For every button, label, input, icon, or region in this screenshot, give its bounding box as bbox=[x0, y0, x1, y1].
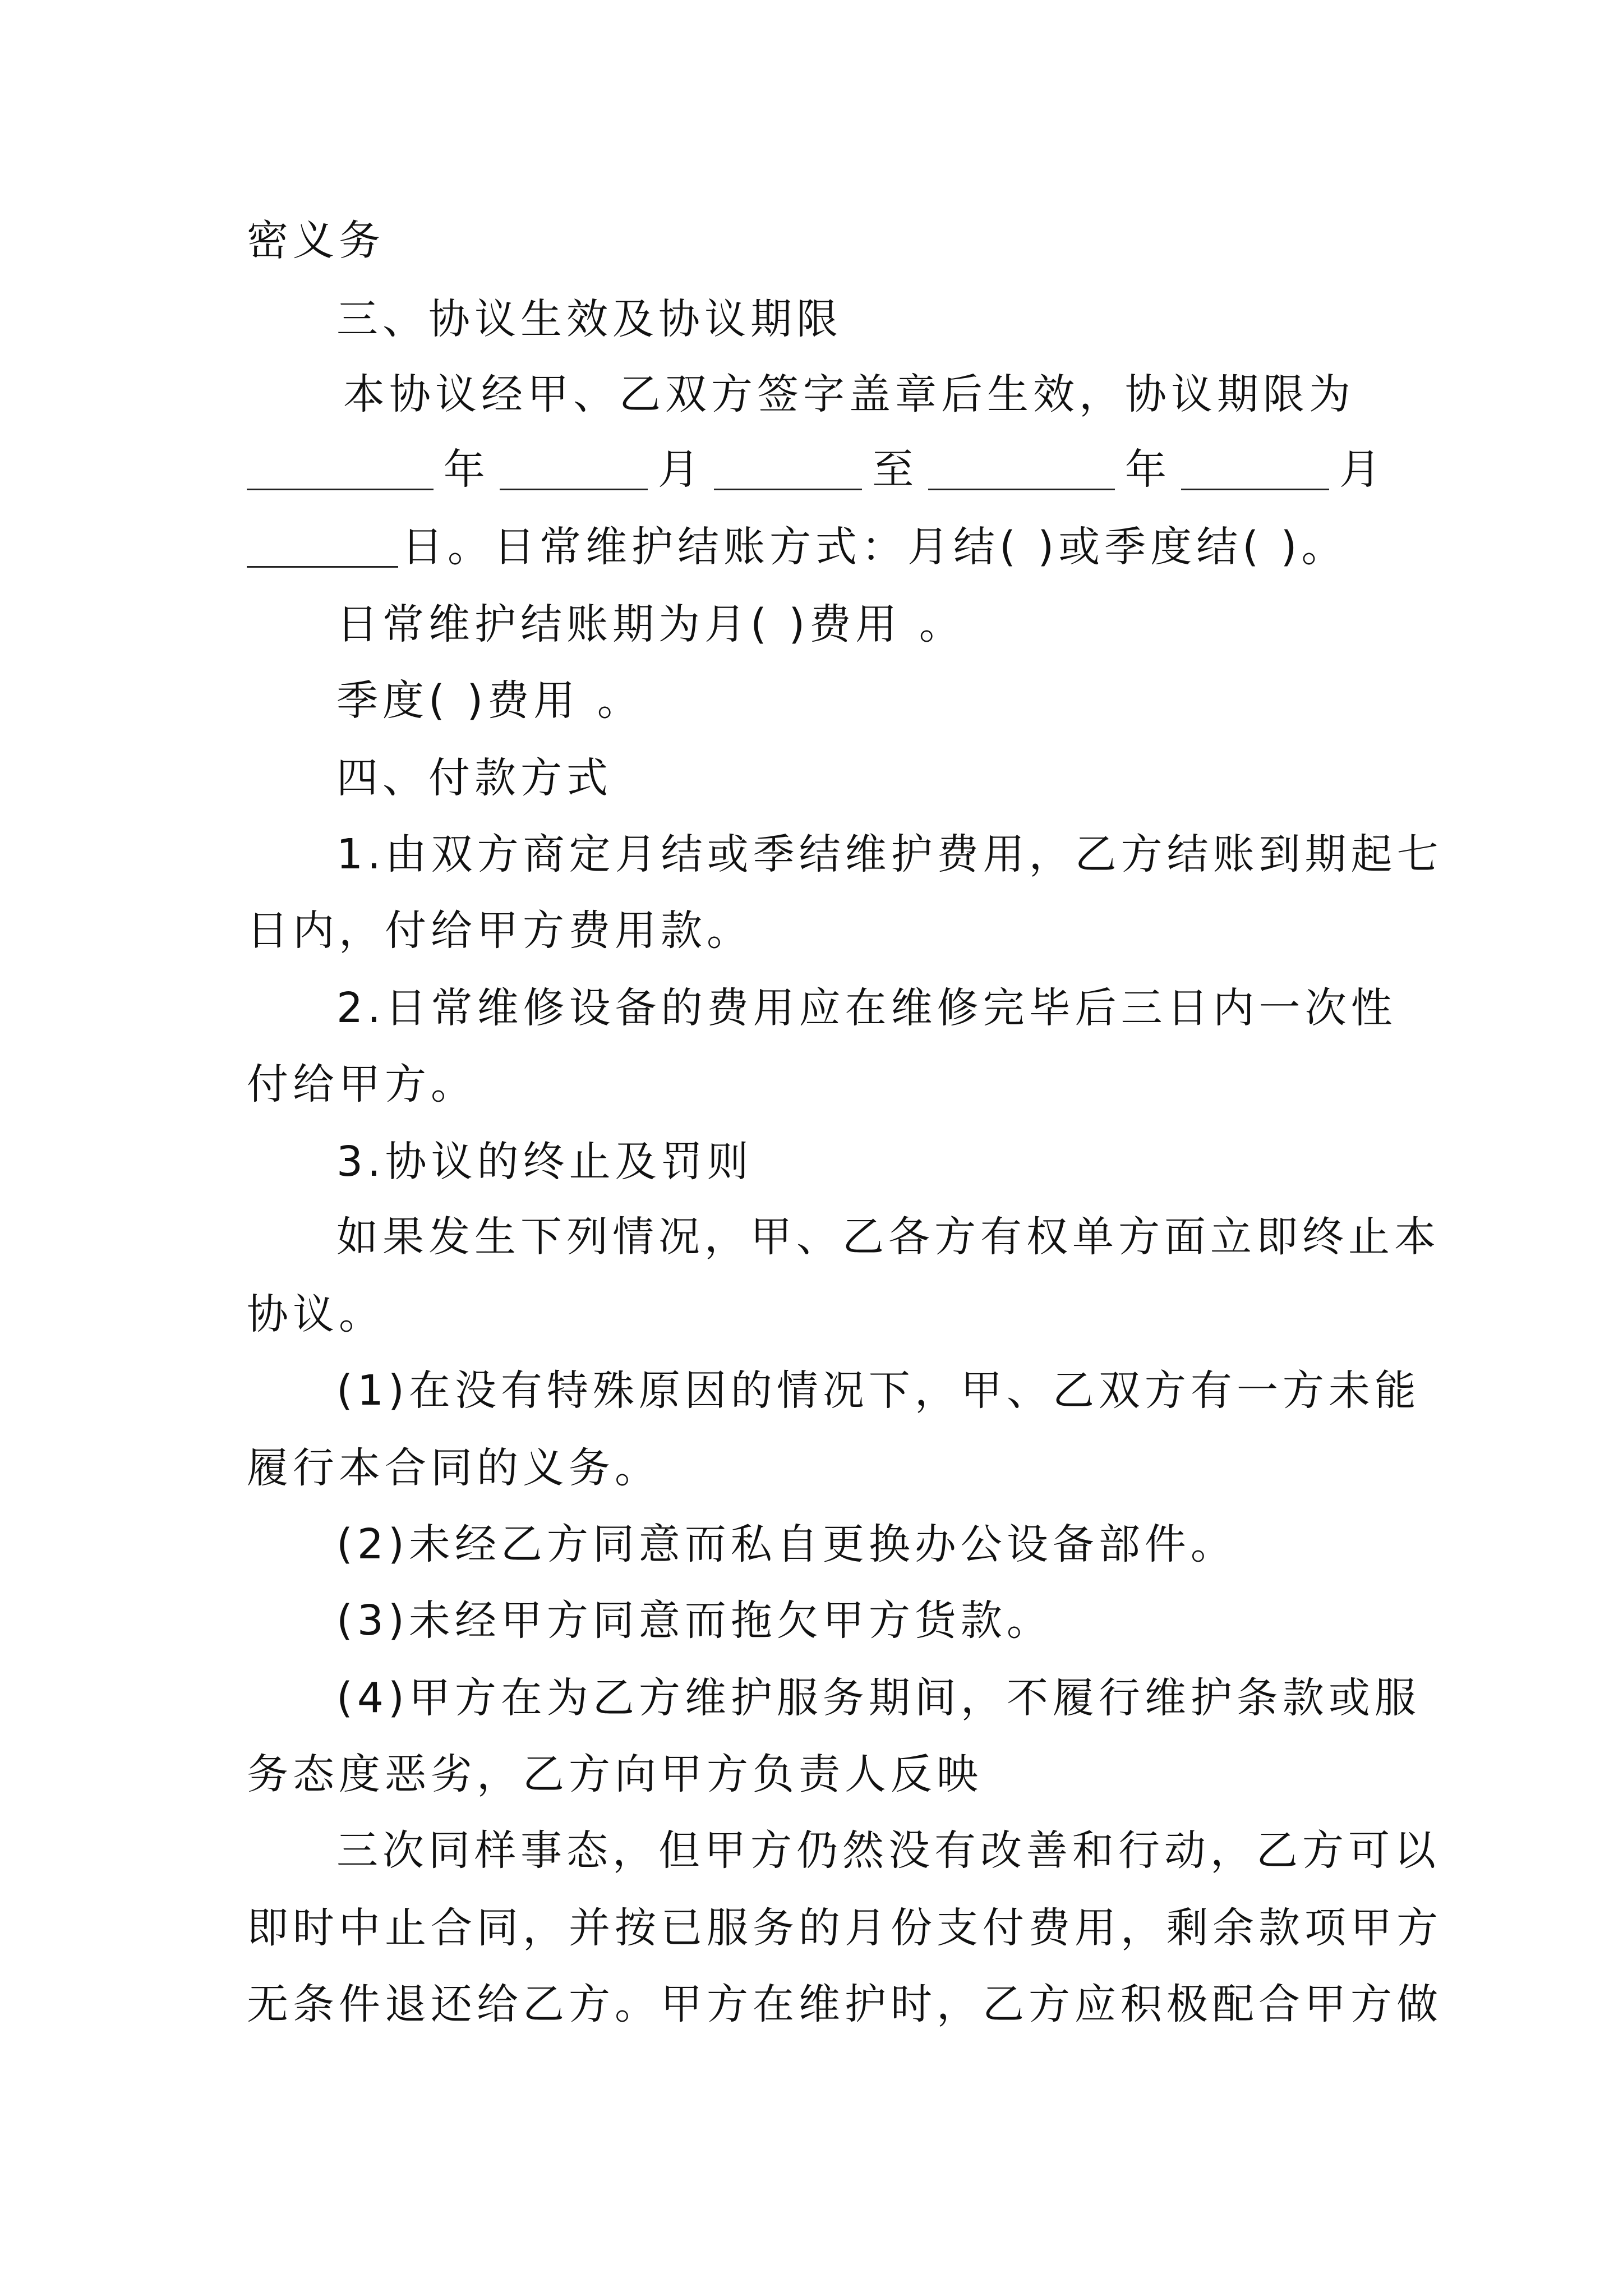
paragraph-line: 如果发生下列情况，甲、乙各方有权单方面立即终止本 bbox=[336, 1213, 1440, 1261]
clause-line: (2)未经乙方同意而私自更换办公设备部件。 bbox=[336, 1520, 1237, 1568]
text-year: 年 bbox=[443, 445, 490, 494]
blank-field[interactable] bbox=[247, 449, 434, 490]
paragraph-line: 无条件退还给乙方。甲方在维护时，乙方应积极配合甲方做 bbox=[247, 1980, 1442, 2028]
blank-field[interactable] bbox=[928, 449, 1115, 490]
section-heading: 四、付款方式 bbox=[336, 754, 612, 802]
paragraph-line: 季度( )费用 。 bbox=[336, 677, 643, 725]
list-item-line: 2.日常维修设备的费用应在维修完毕后三日内一次性 bbox=[336, 984, 1397, 1032]
text-year: 年 bbox=[1124, 445, 1171, 494]
blank-field[interactable] bbox=[247, 527, 398, 568]
paragraph-line: 三次同样事态，但甲方仍然没有改善和行动，乙方可以 bbox=[336, 1826, 1440, 1875]
paragraph-line: 日常维护结账期为月( )费用 。 bbox=[336, 600, 965, 648]
list-item-line: 1.由双方商定月结或季结维护费用，乙方结账到期起七 bbox=[336, 830, 1443, 878]
text-rest: 日。日常维护结账方式：月结( )或季度结( )。 bbox=[402, 523, 1348, 571]
text-line: 密义务 bbox=[247, 217, 385, 265]
clause-line: 务态度恶劣，乙方向甲方负责人反映 bbox=[247, 1750, 983, 1798]
list-item-line: 3.协议的终止及罚则 bbox=[336, 1138, 753, 1186]
paragraph-line bbox=[247, 523, 1348, 571]
clause-line: (3)未经甲方同意而拖欠甲方货款。 bbox=[336, 1596, 1053, 1645]
blank-field[interactable] bbox=[1181, 449, 1329, 490]
text-to: 至 bbox=[872, 445, 919, 494]
list-item-line: 付给甲方。 bbox=[247, 1060, 477, 1108]
paragraph-line: 即时中止合同，并按已服务的月份支付费用，剩余款项甲方 bbox=[247, 1904, 1442, 1952]
paragraph-line: 协议。 bbox=[247, 1290, 385, 1338]
blank-field[interactable] bbox=[714, 449, 862, 490]
clause-line: (4)甲方在为乙方维护服务期间，不履行维护条款或服 bbox=[336, 1674, 1421, 1722]
section-heading: 三、协议生效及协议期限 bbox=[336, 295, 842, 343]
text-month: 月 bbox=[657, 445, 704, 494]
paragraph-line: 本协议经甲、乙双方签字盖章后生效，协议期限为 bbox=[343, 370, 1355, 418]
blank-field[interactable] bbox=[500, 449, 648, 490]
clause-line: 履行本合同的义务。 bbox=[247, 1444, 661, 1492]
date-range-line bbox=[247, 445, 1386, 494]
text-month: 月 bbox=[1339, 445, 1386, 494]
list-item-line: 日内，付给甲方费用款。 bbox=[247, 907, 753, 955]
clause-line: (1)在没有特殊原因的情况下，甲、乙双方有一方未能 bbox=[336, 1366, 1421, 1415]
